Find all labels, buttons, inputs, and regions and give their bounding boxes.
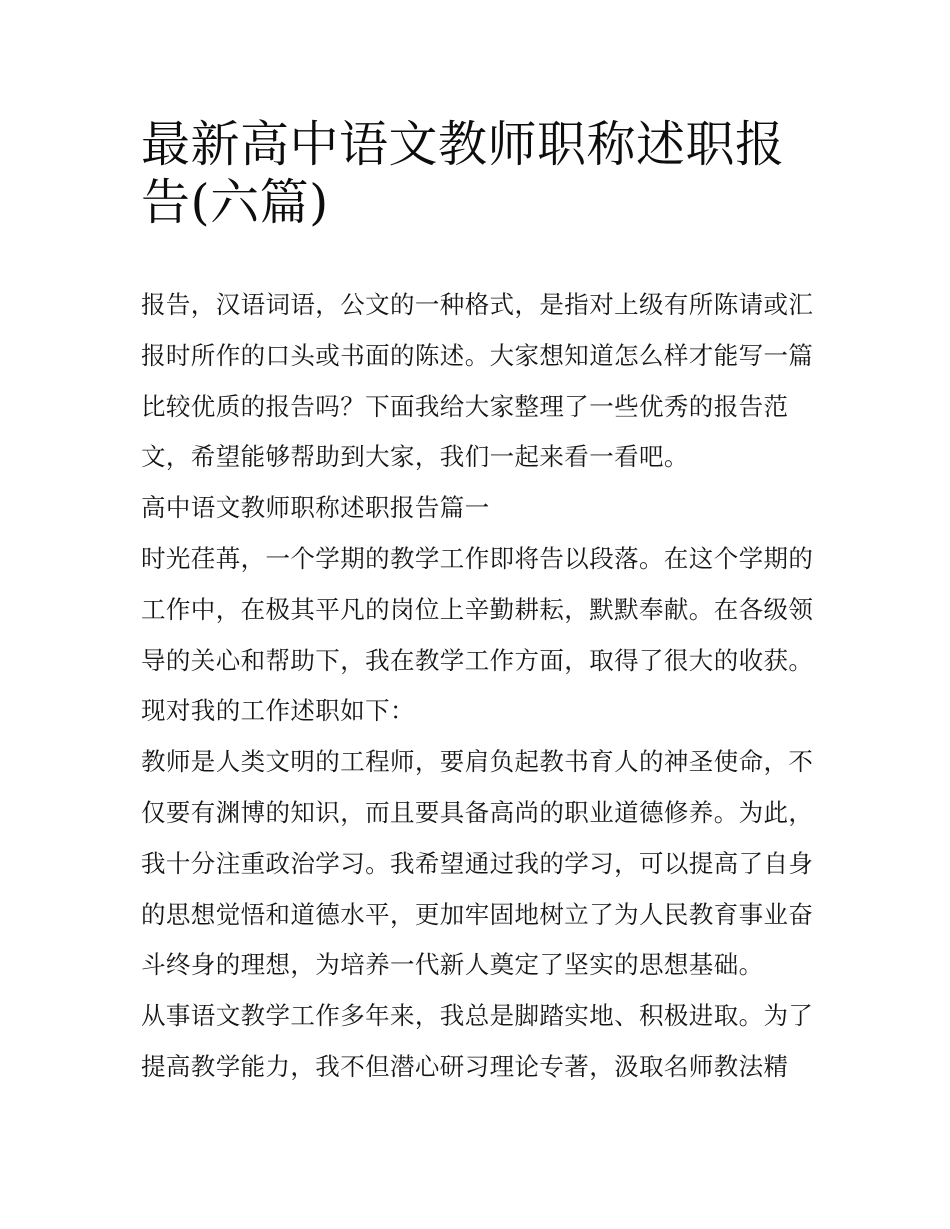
- paragraph-2: [141, 737, 831, 991]
- text-line: 工作中，在极其平凡的岗位上辛勤耕耘，默默奉献。在各级领: [141, 594, 814, 624]
- text-line: 我十分注重政治学习。我希望通过我的学习，可以提高了自身: [141, 848, 814, 878]
- section-heading: 高中语文教师职称述职报告篇一: [141, 493, 490, 523]
- text-line: 文，希望能够帮助到大家，我们一起来看一看吧。: [141, 442, 689, 472]
- intro-paragraph: [141, 280, 831, 483]
- text-line: 仅要有渊博的知识，而且要具备高尚的职业道德修养。为此，: [141, 797, 814, 827]
- text-line: 提高教学能力，我不但潜心研习理论专著，汲取名师教法精: [141, 1051, 789, 1081]
- text-line: 教师是人类文明的工程师，要肩负起教书育人的神圣使命，不: [141, 747, 814, 777]
- paragraph-3: [141, 991, 831, 1093]
- text-line: 现对我的工作述职如下：: [141, 696, 415, 726]
- text-line: 报时所作的口头或书面的陈述。大家想知道怎么样才能写一篇: [141, 340, 814, 370]
- title-line-2: 告(六篇): [141, 174, 329, 231]
- text-line: 斗终身的理想，为培养一代新人奠定了坚实的思想基础。: [141, 950, 764, 980]
- paragraph-1: [141, 534, 831, 737]
- document-body: [141, 280, 831, 1093]
- text-line: 导的关心和帮助下，我在教学工作方面，取得了很大的收获。: [141, 645, 814, 675]
- text-line: 比较优质的报告吗？下面我给大家整理了一些优秀的报告范: [141, 391, 789, 421]
- text-line: 时光荏苒，一个学期的教学工作即将告以段落。在这个学期的: [141, 543, 814, 573]
- text-line: 报告，汉语词语，公文的一种格式，是指对上级有所陈请或汇: [141, 290, 814, 319]
- document-title: [141, 116, 821, 232]
- text-line: 的思想觉悟和道德水平，更加牢固地树立了为人民教育事业奋: [141, 899, 814, 929]
- text-line: 从事语文教学工作多年来，我总是脚踏实地、积极进取。为了: [141, 1001, 814, 1031]
- title-line-1: 最新高中语文教师职称述职报: [141, 116, 785, 173]
